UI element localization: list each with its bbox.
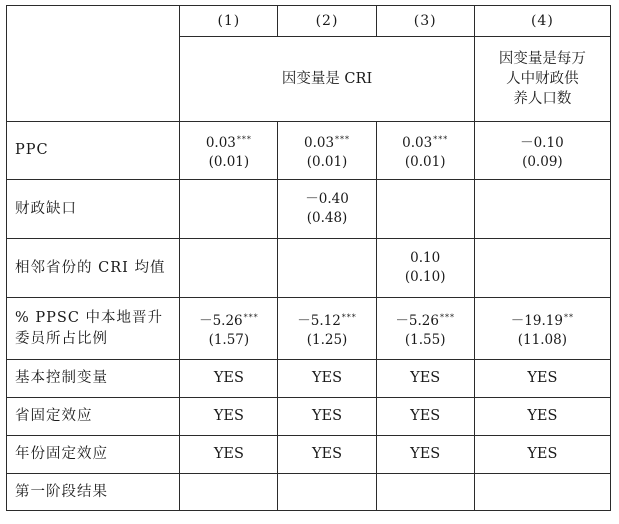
coefficient: －5.26*** [199,312,259,329]
column-header-2: (2) [278,6,376,37]
regression-table [6,5,611,511]
row-ppc [7,122,611,180]
row-label-ppsc-share [7,298,180,360]
neighbor-cri-cell-1 [180,239,278,298]
standard-error: (0.10) [404,269,446,285]
row-label-neighbor-cri: 相邻省份的 CRI 均值 [7,239,180,298]
coefficient: －5.26*** [395,312,455,329]
dependent-variable-staff-line: 养人口数 [513,91,572,107]
significance-stars: *** [243,312,259,322]
header-row-numbers [7,6,611,37]
province-fe-cell-1: YES [180,398,278,436]
row-province-fe [7,398,611,436]
year-fe-cell-2: YES [278,436,376,474]
row-label-year-fe: 年份固定效应 [7,436,180,474]
row-label-line: % PPSC 中本地晋升 [15,309,164,326]
year-fe-cell-3: YES [376,436,474,474]
coefficient: 0.10 [410,250,441,266]
row-ppsc-share [7,298,611,360]
column-header-4: (4) [474,6,610,37]
ppc-cell-3 [376,122,474,180]
ppsc-cell-3 [376,298,474,360]
coefficient: －5.12*** [297,312,357,329]
row-fiscal-gap [7,180,611,239]
coefficient: －19.19** [510,312,574,329]
row-label-fiscal-gap: 财政缺口 [7,180,180,239]
standard-error: (0.09) [522,153,563,170]
basic-controls-cell-4: YES [474,360,610,398]
first-stage-cell-4 [474,474,610,511]
year-fe-cell-1: YES [180,436,278,474]
standard-error: (1.57) [208,331,250,348]
significance-stars: *** [335,134,351,144]
basic-controls-cell-2: YES [278,360,376,398]
neighbor-cri-cell-3 [376,239,474,298]
dependent-variable-staff-line: 人中财政供 [506,71,579,87]
row-label-province-fe: 省固定效应 [7,398,180,436]
basic-controls-cell-3: YES [376,360,474,398]
ppc-cell-1 [180,122,278,180]
standard-error: (0.01) [404,153,446,170]
ppsc-cell-4 [474,298,610,360]
province-fe-cell-4: YES [474,398,610,436]
row-basic-controls [7,360,611,398]
basic-controls-cell-1: YES [180,360,278,398]
row-label-line: 委员所占比例 [15,330,108,347]
header-corner-cell [7,6,180,122]
row-label-basic-controls: 基本控制变量 [7,360,180,398]
dependent-variable-staff-line: 因变量是每万 [498,51,586,67]
column-header-1: (1) [180,6,278,37]
standard-error: (0.48) [306,210,348,226]
coefficient: －0.40 [305,191,349,207]
fiscal-gap-cell-1 [180,180,278,239]
ppc-cell-4 [474,122,610,180]
row-year-fe [7,436,611,474]
standard-error: (0.01) [306,153,348,170]
fiscal-gap-cell-4 [474,180,610,239]
year-fe-cell-4: YES [474,436,610,474]
province-fe-cell-3: YES [376,398,474,436]
significance-stars: ** [563,312,574,322]
dependent-variable-staff [474,37,610,122]
neighbor-cri-cell-2 [278,239,376,298]
significance-stars: *** [341,312,357,322]
ppc-cell-2 [278,122,376,180]
neighbor-cri-cell-4 [474,239,610,298]
standard-error: (1.55) [404,331,446,348]
first-stage-cell-3 [376,474,474,511]
coefficient: －0.10 [520,134,564,151]
significance-stars: *** [433,134,449,144]
fiscal-gap-cell-3 [376,180,474,239]
first-stage-cell-2 [278,474,376,511]
coefficient: 0.03*** [205,134,252,151]
coefficient: 0.03*** [303,134,351,151]
significance-stars: *** [439,312,455,322]
fiscal-gap-cell-2 [278,180,376,239]
significance-stars: *** [236,134,252,144]
column-header-3: (3) [376,6,474,37]
standard-error: (11.08) [517,331,567,348]
province-fe-cell-2: YES [278,398,376,436]
row-label-ppc: PPC [7,122,180,180]
row-label-first-stage: 第一阶段结果 [7,474,180,511]
standard-error: (0.01) [208,153,250,170]
row-first-stage [7,474,611,511]
ppsc-cell-1 [180,298,278,360]
row-neighbor-cri [7,239,611,298]
standard-error: (1.25) [306,331,348,348]
ppsc-cell-2 [278,298,376,360]
first-stage-cell-1 [180,474,278,511]
dependent-variable-cri: 因变量是 CRI [180,37,474,122]
coefficient: 0.03*** [402,134,449,151]
